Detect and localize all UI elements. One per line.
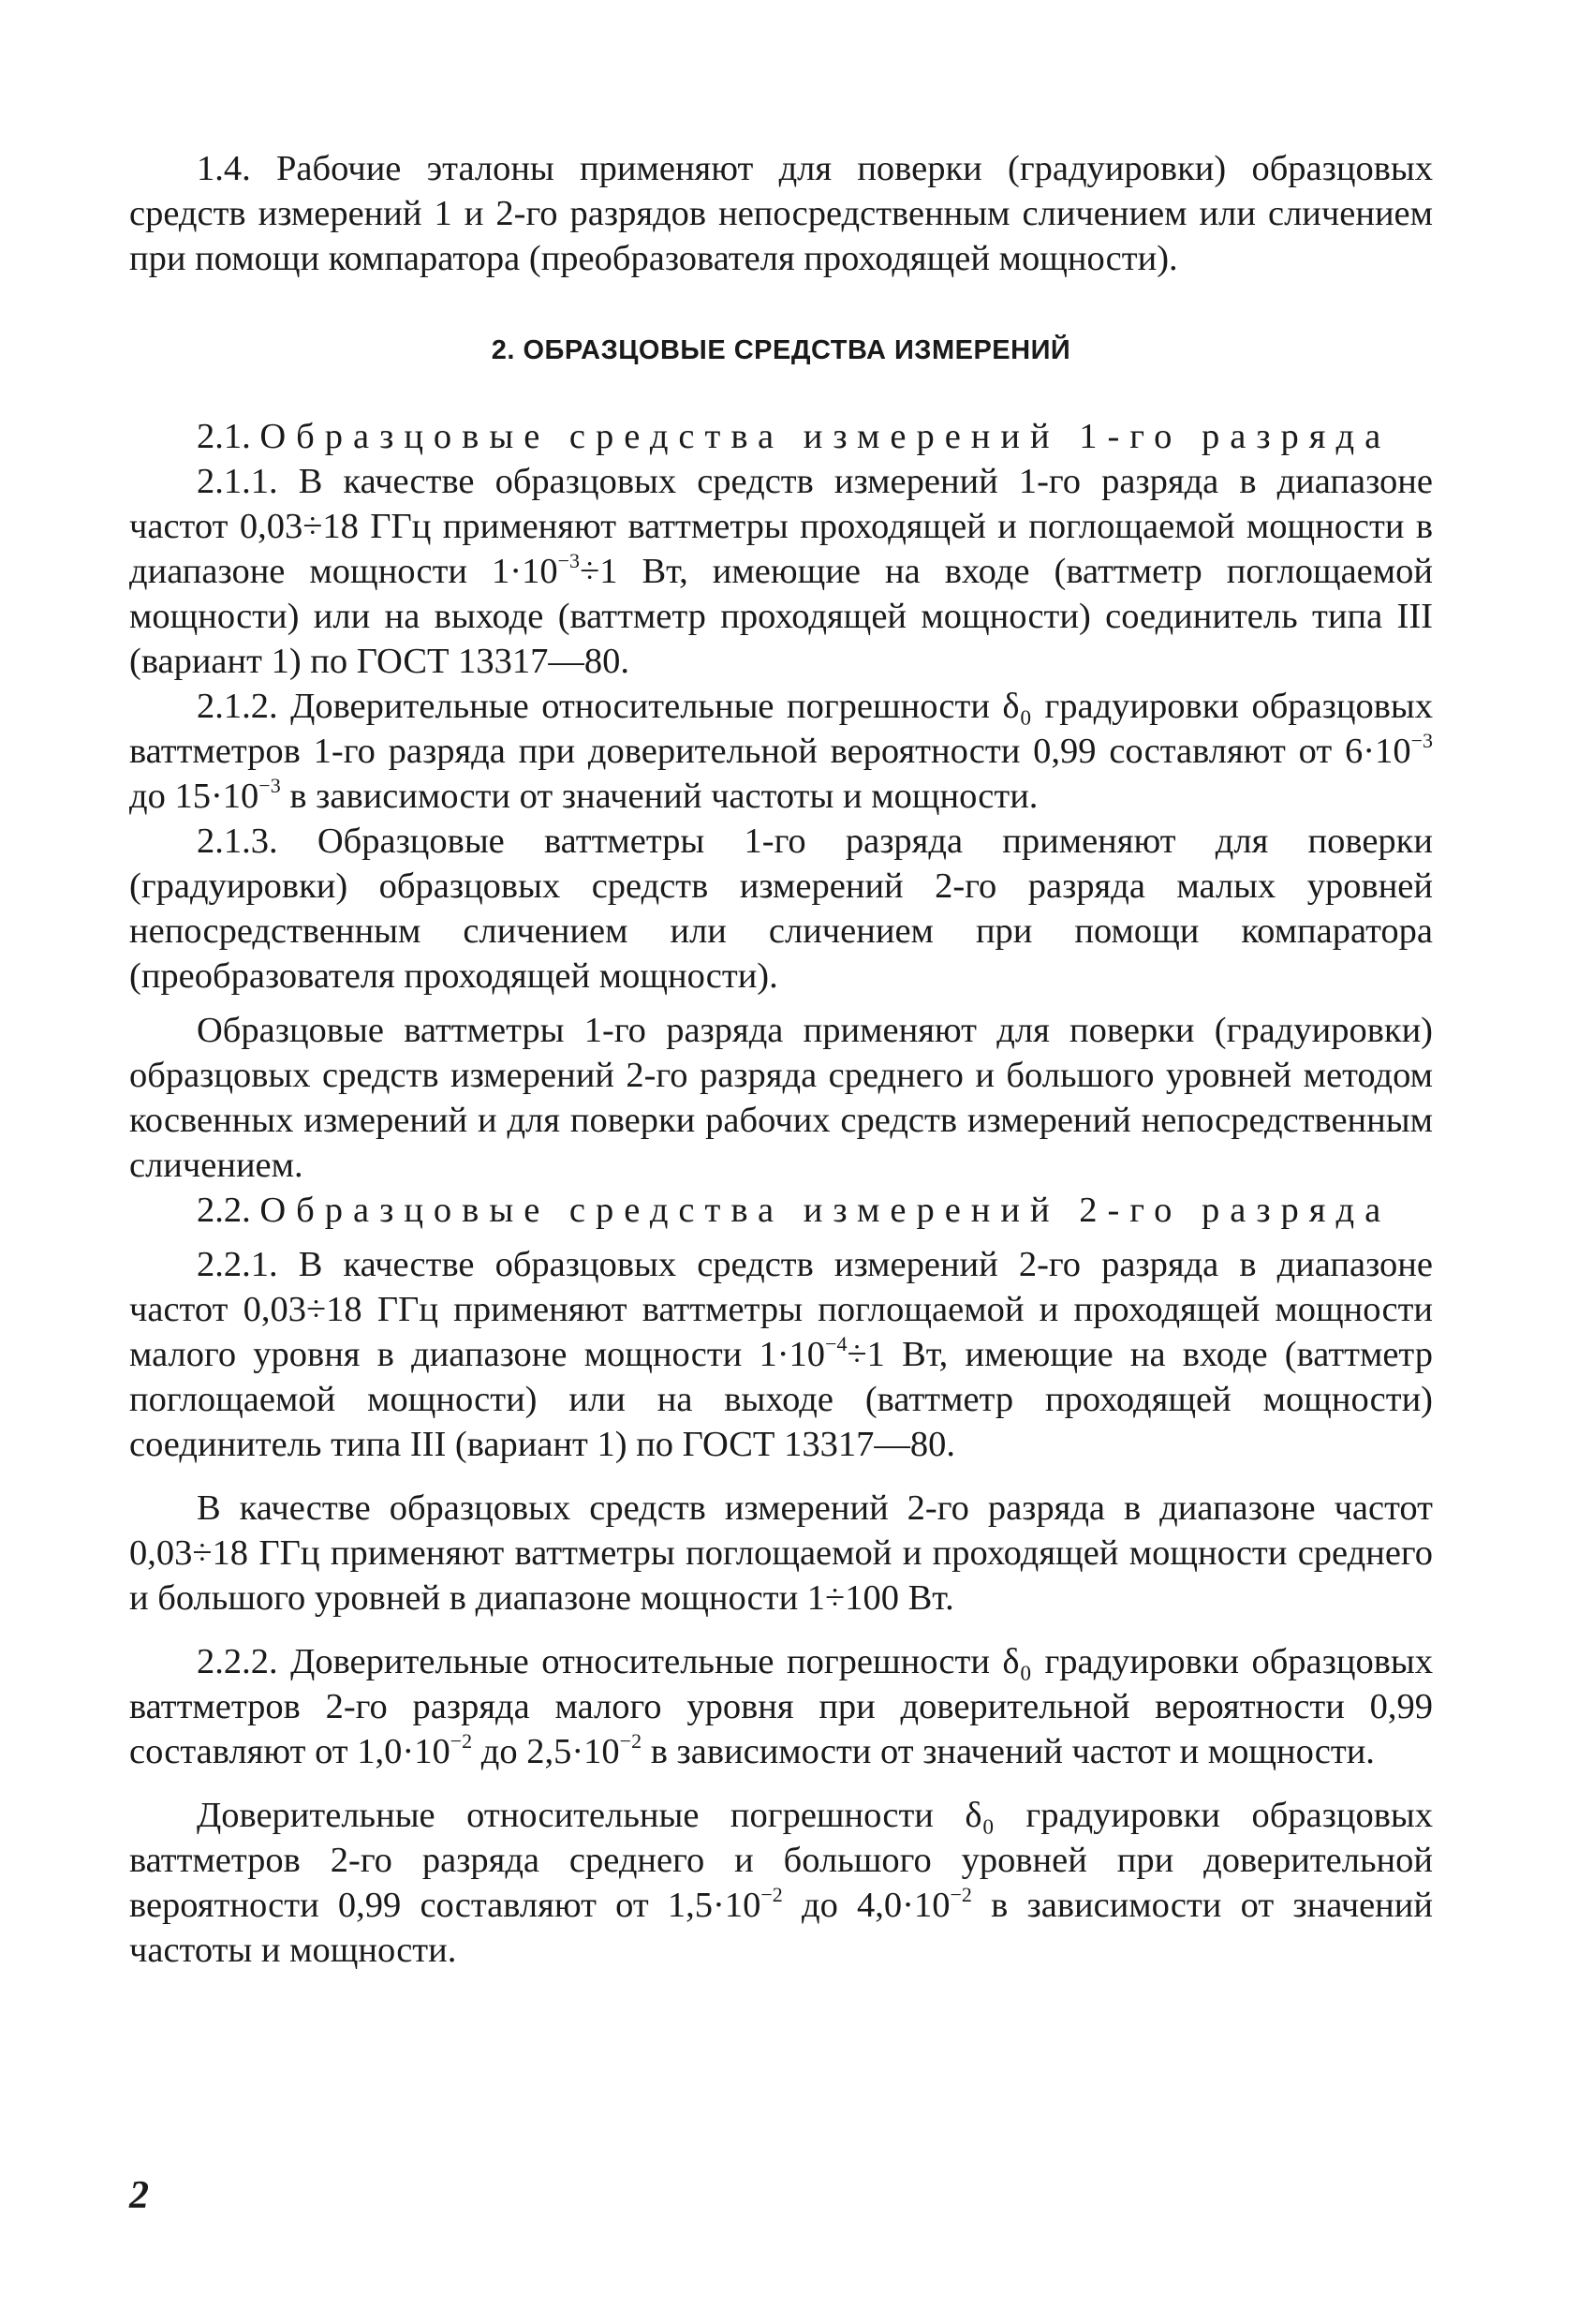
paragraph-text: до 15·10 xyxy=(129,777,259,816)
paragraph-text: 2.1.3. Образцовые ваттметры 1-го разряда применяют для поверки (градуировки) образцовых средств измерений 2-го разряда малых уровней непосредственным сличением или сличением при помощи компаратора (преобразователя проходящей мощности). xyxy=(129,822,1433,996)
subsection-title-2-1 xyxy=(129,414,1433,459)
page-number: 2 xyxy=(129,2174,149,2217)
subsection-title: Образцовые средства измерений 2-го разряда xyxy=(259,1191,1392,1230)
paragraph-text: 2.1.2. Доверительные относительные погрешности δ₀ градуировки образцовых ваттметров 1-го разряда при доверительной вероятности 0,99 составляют от 6·10 xyxy=(129,687,1433,771)
subsection-number: 2.2. xyxy=(197,1191,251,1230)
paragraph-text: в зависимости от значений частоты и мощности. xyxy=(280,777,1039,816)
paragraph-text: В качестве образцовых средств измерений 2-го разряда в диапазоне частот 0,03÷18 ГГц применяют ваттметры поглощаемой и проходящей мощности среднего и большого уровней в диапазоне мощности 1÷100 Вт. xyxy=(129,1488,1433,1618)
paragraph-2-2-2 xyxy=(129,1639,1433,1774)
section-heading: 2. ОБРАЗЦОВЫЕ СРЕДСТВА ИЗМЕРЕНИЙ xyxy=(491,335,1071,365)
paragraph-2-2-1 xyxy=(129,1242,1433,1467)
paragraph-2-1-3-cont xyxy=(129,1008,1433,1188)
paragraph-2-1-2 xyxy=(129,684,1433,819)
subsection-title-2-2 xyxy=(129,1188,1433,1233)
exponent: −2 xyxy=(619,1729,642,1754)
paragraph-text: в зависимости от значений частот и мощности. xyxy=(642,1732,1375,1771)
paragraph-text: до 2,5·10 xyxy=(472,1732,620,1771)
paragraph-text: до 4,0·10 xyxy=(782,1886,951,1925)
exponent: −2 xyxy=(950,1883,972,1907)
paragraph-1-4 xyxy=(129,146,1433,281)
paragraph-text: 1.4. Рабочие эталоны применяют для поверки (градуировки) образцовых средств измерений 1 и 2-го разрядов непосредственным сличением или сличением при помощи компаратора (преобразователя проходящей мощности). xyxy=(129,149,1433,278)
exponent: −3 xyxy=(258,774,281,798)
subsection-number: 2.1. xyxy=(197,417,251,456)
paragraph-text: 2.2.2. Доверительные относительные погрешности δ₀ градуировки образцовых ваттметров 2-го разряда малого уровня при доверительной вероятности 0,99 составляют от 1,0·10 xyxy=(129,1642,1433,1771)
exponent: −4 xyxy=(825,1332,848,1356)
exponent: −3 xyxy=(1410,729,1433,753)
paragraph-text: ÷1 Вт, имеющие на входе (ваттметр поглощаемой мощности) или на выходе (ваттметр проходящей мощности) соединитель типа III (вариант 1) по ГОСТ 13317—80. xyxy=(129,1335,1433,1464)
paragraph-text: Доверительные относительные погрешности δ₀ градуировки образцовых ваттметров 2-го разряда среднего и большого уровней при доверительной вероятности 0,99 составляют от 1,5·10 xyxy=(129,1796,1433,1925)
paragraph-text: 2.2.1. В качестве образцовых средств измерений 2-го разряда в диапазоне частот 0,03÷18 ГГц применяют ваттметры поглощаемой и проходящей мощности малого уровня в диапазоне мощности 1·10 xyxy=(129,1245,1433,1374)
text-column xyxy=(129,146,1433,1973)
paragraph-text: в зависимости от значений частоты и мощности. xyxy=(129,1886,1433,1970)
subsection-title: Образцовые средства измерений 1-го разряда xyxy=(259,417,1392,456)
paragraph-2-2-1-cont xyxy=(129,1486,1433,1621)
paragraph-text: ÷1 Вт, имеющие на входе (ваттметр поглощаемой мощности) или на выходе (ваттметр проходящей мощности) соединитель типа III (вариант 1) по ГОСТ 13317—80. xyxy=(129,552,1433,681)
paragraph-2-1-1 xyxy=(129,459,1433,684)
paragraph-2-1-3 xyxy=(129,819,1433,999)
paragraph-text: Образцовые ваттметры 1-го разряда применяют для поверки (градуировки) образцовых средств измерений 2-го разряда среднего и большого уровней методом косвенных измерений и для поверки рабочих средств измерений непосредственным сличением. xyxy=(129,1011,1433,1185)
paragraph-text: 2.1.1. В качестве образцовых средств измерений 1-го разряда в диапазоне частот 0,03÷18 ГГц применяют ваттметры проходящей и поглощаемой мощности в диапазоне мощности 1·10 xyxy=(129,462,1433,591)
exponent: −2 xyxy=(450,1729,473,1754)
exponent: −3 xyxy=(557,549,581,573)
paragraph-2-2-2-cont xyxy=(129,1793,1433,1973)
exponent: −2 xyxy=(760,1883,783,1907)
